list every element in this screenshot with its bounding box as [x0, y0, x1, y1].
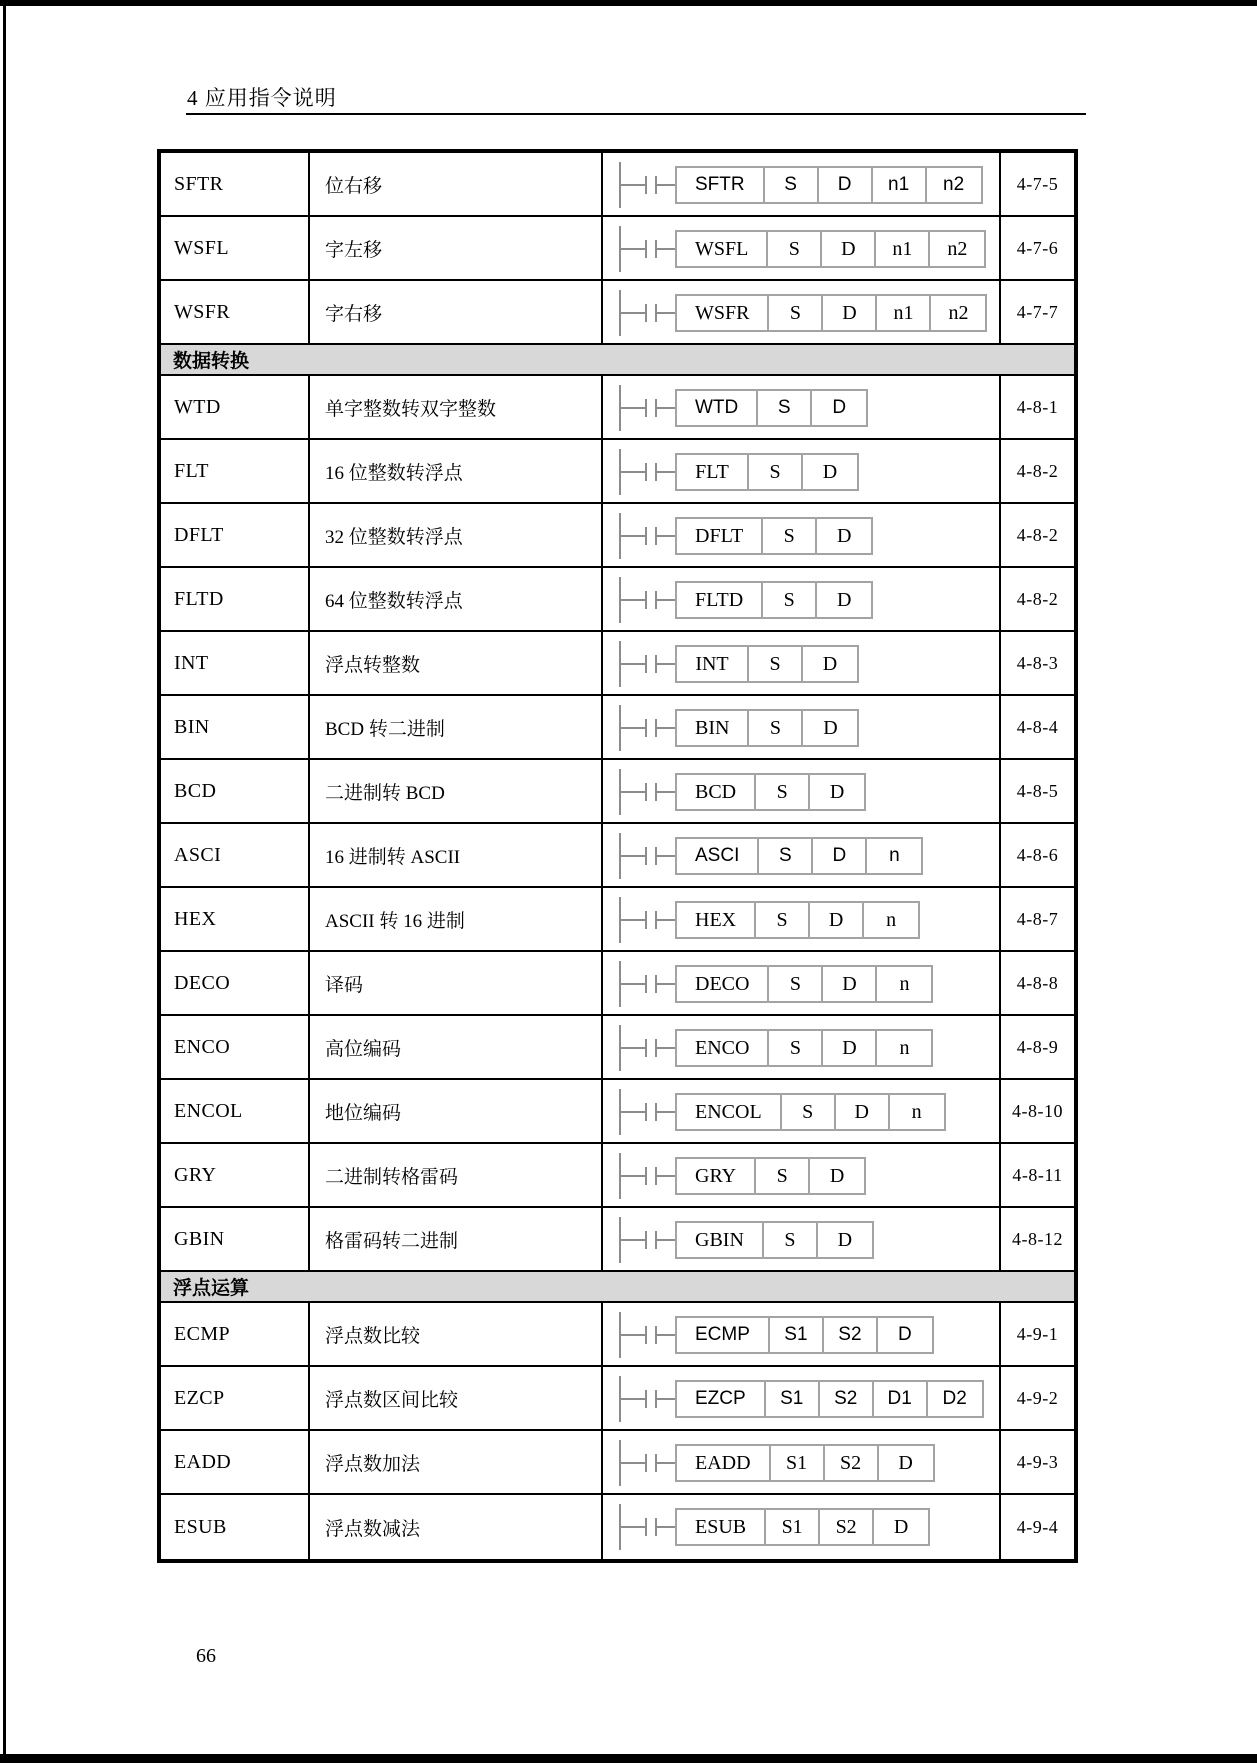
ladder-diagram-cell [603, 1367, 1001, 1429]
description-cell: 位右移 [310, 153, 603, 215]
description-cell: 译码 [310, 952, 603, 1014]
ladder-diagram-cell [603, 153, 1001, 215]
contact-icon [645, 1518, 647, 1536]
ladder-wire [657, 471, 675, 473]
ladder-wire [619, 312, 645, 314]
ladder-wire [657, 407, 675, 409]
ladder-wire [657, 1111, 675, 1113]
instruction-box-cell: n2 [943, 174, 965, 195]
ladder-wire [619, 1526, 645, 1528]
page-edge-left [3, 0, 6, 1763]
instruction-box-cell: D [829, 1164, 845, 1187]
ladder-wire [657, 1398, 675, 1400]
ladder-wire [657, 919, 675, 921]
instruction-box [675, 166, 983, 204]
instruction-box-cell: ASCI [677, 839, 759, 873]
instruction-box-cell: SFTR [677, 168, 765, 202]
ladder-diagram-cell [603, 440, 1001, 502]
reference-cell: 4-9-3 [1016, 1451, 1059, 1472]
description-cell: 二进制转格雷码 [310, 1144, 603, 1206]
instruction-box-cell: S [758, 391, 812, 425]
instruction-box [675, 453, 859, 491]
ladder-wire [619, 471, 645, 473]
instruction-box-cell: D [836, 1095, 890, 1129]
instruction-box-cell: S [769, 1031, 823, 1065]
instruction-box-cell: n [899, 1036, 910, 1059]
instruction-box [675, 230, 986, 268]
instruction-box-cell: D [822, 460, 838, 483]
instruction-box-cell: n [889, 845, 900, 866]
instruction-box-cell: S [759, 839, 813, 873]
description-cell: 16 位整数转浮点 [310, 440, 603, 502]
table-row [161, 824, 1074, 888]
ladder-diagram-cell [603, 504, 1001, 566]
instruction-box-cell: GBIN [677, 1223, 764, 1257]
ladder-wire [657, 983, 675, 985]
ladder-wire [619, 1175, 645, 1177]
section-header-label: 数据转换 [173, 351, 250, 372]
instruction-box-cell: FLT [677, 455, 749, 489]
description-cell: 地位编码 [310, 1080, 603, 1142]
instruction-box-cell: n1 [873, 168, 927, 202]
instruction-box [675, 581, 873, 619]
instruction-box-cell: S [764, 1223, 818, 1257]
ladder-diagram-cell [603, 376, 1001, 438]
contact-icon [645, 1167, 647, 1185]
mnemonic-cell: SFTR [161, 153, 310, 215]
instruction-table [157, 149, 1078, 1563]
ladder-diagram-cell [603, 1431, 1001, 1493]
contact-icon [645, 1039, 647, 1057]
ladder-wire [619, 1047, 645, 1049]
ladder-wire [657, 535, 675, 537]
ladder-wire [657, 312, 675, 314]
instruction-box-cell: S [749, 647, 803, 681]
mnemonic-cell: WTD [161, 376, 310, 438]
ladder-wire [657, 248, 675, 250]
table-row [161, 1495, 1074, 1559]
instruction-box [675, 901, 920, 939]
ladder-wire [619, 791, 645, 793]
ladder-diagram-cell [603, 888, 1001, 950]
instruction-box-cell: D [823, 716, 838, 739]
section-header-row [161, 345, 1074, 376]
mnemonic-cell: ASCI [161, 824, 310, 886]
instruction-box-cell: S1 [770, 1318, 824, 1352]
reference-cell: 4-8-1 [1016, 396, 1059, 417]
description-cell: BCD 转二进制 [310, 696, 603, 758]
description-cell: 格雷码转二进制 [310, 1208, 603, 1270]
mnemonic-cell: FLT [161, 440, 310, 502]
ladder-wire [619, 1398, 645, 1400]
instruction-box-cell: D [823, 296, 877, 330]
ladder-wire [657, 855, 675, 857]
description-cell: 浮点数区间比较 [310, 1367, 603, 1429]
reference-cell: 4-7-5 [1016, 173, 1059, 194]
instruction-box-cell: S2 [820, 1382, 874, 1416]
instruction-box-cell: n1 [877, 296, 931, 330]
mnemonic-cell: FLTD [161, 568, 310, 630]
instruction-box [675, 1157, 866, 1195]
instruction-box-cell: DECO [677, 967, 769, 1001]
ladder-wire [619, 248, 645, 250]
ladder-wire [657, 1239, 675, 1241]
table-row [161, 1016, 1074, 1080]
ladder-diagram-cell [603, 632, 1001, 694]
instruction-box-cell: S2 [825, 1446, 879, 1480]
reference-cell: 4-9-1 [1016, 1323, 1059, 1344]
ladder-diagram-cell [603, 760, 1001, 822]
mnemonic-cell: EADD [161, 1431, 310, 1493]
ladder-diagram-cell [603, 568, 1001, 630]
contact-icon [645, 176, 647, 194]
reference-cell: 4-9-2 [1016, 1387, 1059, 1408]
instruction-box-cell: D [822, 232, 876, 266]
table-row [161, 952, 1074, 1016]
reference-cell: 4-8-5 [1016, 780, 1059, 801]
mnemonic-cell: GRY [161, 1144, 310, 1206]
ladder-wire [619, 919, 645, 921]
instruction-box-cell: S [769, 296, 823, 330]
description-cell: 单字整数转双字整数 [310, 376, 603, 438]
ladder-wire [657, 184, 675, 186]
instruction-box-cell: INT [677, 647, 749, 681]
instruction-box [675, 1221, 874, 1259]
page-edge-bottom [0, 1754, 1257, 1763]
table-row [161, 1208, 1074, 1272]
instruction-box [675, 1380, 984, 1418]
reference-cell: 4-8-4 [1016, 716, 1059, 737]
contact-icon [645, 719, 647, 737]
instruction-box-cell: WTD [677, 391, 758, 425]
ladder-wire [657, 599, 675, 601]
instruction-box-cell: D [823, 967, 877, 1001]
reference-cell: 4-9-4 [1016, 1516, 1059, 1537]
instruction-box-cell: D [829, 780, 845, 803]
instruction-box-cell: ECMP [677, 1318, 770, 1352]
ladder-wire [657, 727, 675, 729]
instruction-box [675, 773, 866, 811]
instruction-box-cell: D [836, 524, 852, 547]
description-cell: 浮点数加法 [310, 1431, 603, 1493]
ladder-diagram-cell [603, 1495, 1001, 1559]
ladder-diagram-cell [603, 696, 1001, 758]
contact-icon [645, 240, 647, 258]
table-row [161, 281, 1074, 345]
instruction-box [675, 1444, 935, 1482]
ladder-wire [657, 1175, 675, 1177]
contact-icon [645, 1103, 647, 1121]
table-row [161, 760, 1074, 824]
contact-icon [645, 975, 647, 993]
instruction-box-cell: FLTD [677, 583, 763, 617]
instruction-box-cell: BCD [677, 775, 756, 809]
ladder-wire [619, 727, 645, 729]
instruction-box-cell: D [898, 1451, 913, 1474]
mnemonic-cell: INT [161, 632, 310, 694]
instruction-box-cell: D [822, 652, 838, 675]
instruction-box-cell: S2 [820, 1510, 874, 1544]
instruction-box-cell: n [899, 972, 910, 995]
instruction-box [675, 1508, 930, 1546]
mnemonic-cell: ENCOL [161, 1080, 310, 1142]
ladder-diagram-cell [603, 1016, 1001, 1078]
contact-icon [645, 591, 647, 609]
ladder-wire [619, 407, 645, 409]
instruction-box-cell: D2 [942, 1388, 967, 1409]
reference-cell: 4-8-9 [1016, 1036, 1059, 1057]
table-row [161, 632, 1074, 696]
instruction-box-cell: S [769, 967, 823, 1001]
ladder-diagram-cell [603, 1208, 1001, 1270]
instruction-box-cell: WSFL [677, 232, 768, 266]
instruction-box-cell: S [782, 1095, 836, 1129]
description-cell: 浮点数减法 [310, 1495, 603, 1559]
instruction-box [675, 837, 923, 875]
reference-cell: 4-7-6 [1016, 237, 1059, 258]
instruction-box-cell: D [823, 1031, 877, 1065]
instruction-box-cell: HEX [677, 903, 756, 937]
ladder-wire [619, 599, 645, 601]
table-row [161, 1144, 1074, 1208]
instruction-box-cell: D [837, 1228, 853, 1251]
instruction-box-cell: D [810, 903, 864, 937]
ladder-diagram-cell [603, 281, 1001, 343]
instruction-box-cell: S [749, 455, 803, 489]
instruction-box-cell: ESUB [677, 1510, 766, 1544]
ladder-wire [657, 1334, 675, 1336]
table-row [161, 568, 1074, 632]
mnemonic-cell: ENCO [161, 1016, 310, 1078]
instruction-box-cell: WSFR [677, 296, 769, 330]
instruction-box-cell: S [756, 775, 810, 809]
mnemonic-cell: WSFL [161, 217, 310, 279]
table-row [161, 1431, 1074, 1495]
instruction-box-cell: D [819, 168, 873, 202]
reference-cell: 4-8-8 [1016, 972, 1059, 993]
description-cell: 32 位整数转浮点 [310, 504, 603, 566]
table-row [161, 696, 1074, 760]
description-cell: ASCII 转 16 进制 [310, 888, 603, 950]
contact-icon [645, 527, 647, 545]
instruction-box [675, 1029, 933, 1067]
table-row [161, 153, 1074, 217]
instruction-box-cell: S [763, 583, 817, 617]
reference-cell: 4-8-10 [1012, 1100, 1063, 1121]
instruction-box-cell: D [898, 1324, 912, 1345]
instruction-box-cell: EZCP [677, 1382, 766, 1416]
mnemonic-cell: BCD [161, 760, 310, 822]
contact-icon [645, 304, 647, 322]
instruction-box-cell: S [756, 903, 810, 937]
instruction-box-cell: n2 [948, 301, 969, 324]
reference-cell: 4-8-7 [1016, 908, 1059, 929]
description-cell: 16 进制转 ASCII [310, 824, 603, 886]
ladder-diagram-cell [603, 952, 1001, 1014]
contact-icon [645, 911, 647, 929]
instruction-box-cell: S [763, 519, 817, 553]
instruction-box-cell: ENCO [677, 1031, 769, 1065]
reference-cell: 4-8-2 [1016, 588, 1059, 609]
reference-cell: 4-7-7 [1016, 301, 1059, 322]
page-edge-top [0, 0, 1257, 6]
mnemonic-cell: GBIN [161, 1208, 310, 1270]
instruction-box [675, 709, 859, 747]
ladder-diagram-cell [603, 824, 1001, 886]
table-row [161, 217, 1074, 281]
ladder-diagram-cell [603, 1303, 1001, 1365]
contact-icon [645, 399, 647, 417]
ladder-wire [657, 1047, 675, 1049]
contact-icon [645, 1390, 647, 1408]
instruction-box-cell: D [893, 1515, 909, 1538]
instruction-box [675, 1316, 934, 1354]
reference-cell: 4-8-12 [1012, 1228, 1063, 1249]
table-row [161, 888, 1074, 952]
description-cell: 64 位整数转浮点 [310, 568, 603, 630]
description-cell: 浮点数比较 [310, 1303, 603, 1365]
instruction-box-cell: D [836, 588, 852, 611]
ladder-wire [619, 535, 645, 537]
mnemonic-cell: ECMP [161, 1303, 310, 1365]
instruction-box-cell: D1 [874, 1382, 928, 1416]
instruction-box-cell: S1 [771, 1446, 825, 1480]
ladder-diagram-cell [603, 1144, 1001, 1206]
instruction-box-cell: S [749, 711, 803, 745]
ladder-wire [619, 663, 645, 665]
reference-cell: 4-8-2 [1016, 460, 1059, 481]
ladder-wire [657, 663, 675, 665]
instruction-box-cell: n1 [876, 232, 930, 266]
instruction-box-cell: BIN [677, 711, 749, 745]
table-row [161, 376, 1074, 440]
ladder-wire [657, 791, 675, 793]
ladder-diagram-cell [603, 217, 1001, 279]
mnemonic-cell: DFLT [161, 504, 310, 566]
mnemonic-cell: WSFR [161, 281, 310, 343]
ladder-wire [619, 855, 645, 857]
ladder-wire [619, 1462, 645, 1464]
contact-icon [645, 1231, 647, 1249]
description-cell: 字右移 [310, 281, 603, 343]
reference-cell: 4-8-2 [1016, 524, 1059, 545]
table-row [161, 1367, 1074, 1431]
instruction-box-cell: S2 [824, 1318, 878, 1352]
instruction-box [675, 645, 859, 683]
mnemonic-cell: ESUB [161, 1495, 310, 1559]
instruction-box [675, 294, 987, 332]
reference-cell: 4-8-6 [1016, 844, 1059, 865]
instruction-box-cell: ENCOL [677, 1095, 782, 1129]
ladder-wire [619, 983, 645, 985]
page-number: 66 [196, 1645, 216, 1667]
instruction-box-cell: GRY [677, 1159, 756, 1193]
contact-icon [645, 463, 647, 481]
ladder-wire [657, 1526, 675, 1528]
chapter-header: 4 应用指令说明 [187, 86, 337, 110]
instruction-box-cell: n2 [947, 237, 968, 260]
instruction-box-cell: S [756, 1159, 810, 1193]
instruction-box [675, 965, 933, 1003]
mnemonic-cell: EZCP [161, 1367, 310, 1429]
ladder-wire [619, 1334, 645, 1336]
contact-icon [645, 655, 647, 673]
section-header-row [161, 1272, 1074, 1303]
instruction-box [675, 389, 868, 427]
instruction-box-cell: D [832, 397, 847, 418]
description-cell: 字左移 [310, 217, 603, 279]
ladder-wire [619, 184, 645, 186]
mnemonic-cell: BIN [161, 696, 310, 758]
mnemonic-cell: DECO [161, 952, 310, 1014]
description-cell: 二进制转 BCD [310, 760, 603, 822]
instruction-box-cell: S1 [766, 1510, 820, 1544]
instruction-box-cell: S1 [766, 1382, 820, 1416]
instruction-box-cell: n [886, 908, 897, 931]
ladder-diagram-cell [603, 1080, 1001, 1142]
instruction-box-cell: S [768, 232, 822, 266]
ladder-wire [657, 1462, 675, 1464]
instruction-box-cell: DFLT [677, 519, 763, 553]
reference-cell: 4-8-3 [1016, 652, 1059, 673]
contact-icon [645, 847, 647, 865]
ladder-wire [619, 1239, 645, 1241]
instruction-box-cell: EADD [677, 1446, 771, 1480]
contact-icon [645, 1454, 647, 1472]
instruction-box-cell: n [911, 1100, 922, 1123]
header-rule [186, 113, 1086, 115]
description-cell: 浮点转整数 [310, 632, 603, 694]
instruction-box-cell: D [813, 839, 867, 873]
table-row [161, 504, 1074, 568]
contact-icon [645, 783, 647, 801]
mnemonic-cell: HEX [161, 888, 310, 950]
instruction-box-cell: S [765, 168, 819, 202]
instruction-box [675, 1093, 946, 1131]
ladder-wire [619, 1111, 645, 1113]
description-cell: 高位编码 [310, 1016, 603, 1078]
table-row [161, 440, 1074, 504]
table-row [161, 1080, 1074, 1144]
reference-cell: 4-8-11 [1012, 1164, 1063, 1185]
table-row [161, 1303, 1074, 1367]
instruction-box [675, 517, 873, 555]
section-header-label: 浮点运算 [173, 1278, 250, 1299]
contact-icon [645, 1326, 647, 1344]
